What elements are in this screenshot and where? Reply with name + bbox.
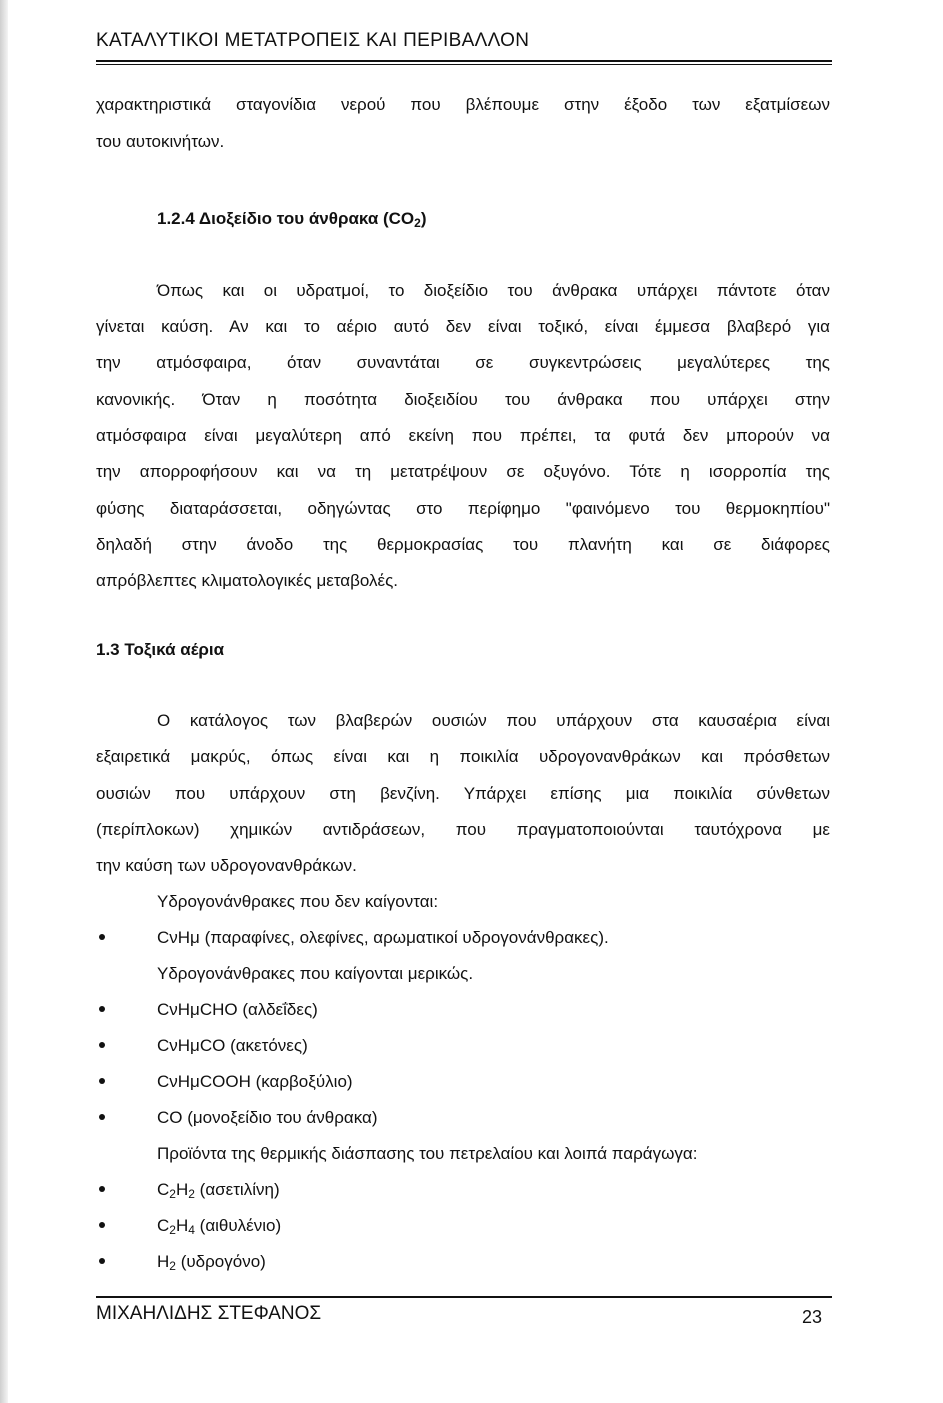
bullet-icon bbox=[99, 1114, 105, 1120]
list-item: CνHμCHO (αλδεΐδες) bbox=[157, 1000, 318, 1019]
header-rule-thin bbox=[96, 64, 832, 65]
list-item: $H_2$ (υδρογόνο) bbox=[157, 1252, 266, 1273]
paragraph-line: (περίπλοκων) χημικών αντιδράσεων, που πραγματοποιούνται ταυτόχρονα με bbox=[96, 820, 830, 839]
bullet-icon bbox=[99, 934, 105, 940]
list-item: CνHμCO (ακετόνες) bbox=[157, 1036, 308, 1055]
header-rule bbox=[96, 60, 832, 62]
paragraph-line: την απορροφήσουν και να τη μετατρέψουν σε οξυγόνο. Τότε η ισορροπία της bbox=[96, 462, 830, 481]
bullet-icon bbox=[99, 1042, 105, 1048]
scan-edge bbox=[0, 0, 8, 1403]
bullet-icon bbox=[99, 1186, 105, 1192]
list-label-partial: Υδρογονάνθρακες που καίγονται μερικώς. bbox=[157, 964, 474, 983]
page-number: 23 bbox=[802, 1307, 823, 1327]
list-label-unburned: Υδρογονάνθρακες που δεν καίγονται: bbox=[157, 892, 439, 911]
paragraph-line: απρόβλεπτες κλιματολογικές μεταβολές. bbox=[96, 571, 399, 590]
list-item: CO (μονοξείδιο του άνθρακα) bbox=[157, 1108, 378, 1127]
list-item: $C_2H_2$ (ασετιλίνη) bbox=[157, 1180, 280, 1201]
section-heading-co2: 1.2.4 Διοξείδιο του άνθρακα $(CO_2)$ bbox=[157, 209, 427, 230]
paragraph-line: την καύση των υδρογονανθράκων. bbox=[96, 856, 357, 875]
list-label-cracking: Προϊόντα της θερμικής διάσπασης του πετρελαίου και λοιπά παράγωγα: bbox=[157, 1144, 698, 1163]
paragraph-line: χαρακτηριστικά σταγονίδια νερού που βλέπουμε στην έξοδο των εξατμίσεων bbox=[96, 95, 830, 114]
paragraph-line: φύσης διαταράσσεται, οδηγώντας στο περίφημο "φαινόμενο του θερμοκηπίου" bbox=[96, 499, 830, 518]
footer-author: ΜΙΧΑΗΛΙΔΗΣ ΣΤΕΦΑΝΟΣ bbox=[96, 1303, 322, 1324]
list-item: CνHμ (παραφίνες, ολεφίνες, αρωματικοί υδρογονάνθρακες). bbox=[157, 928, 609, 947]
section-heading-toxic-gases: 1.3 Τοξικά αέρια bbox=[96, 640, 225, 659]
paragraph-line: την ατμόσφαιρα, όταν συναντάται σε συγκεντρώσεις μεγαλύτερες της bbox=[96, 353, 830, 372]
bullet-icon bbox=[99, 1258, 105, 1264]
list-item: CνHμCOOH (καρβοξύλιο) bbox=[157, 1072, 353, 1091]
paragraph-line: ατμόσφαιρα είναι μεγαλύτερη από εκείνη που πρέπει, τα φυτά δεν μπορούν να bbox=[96, 426, 830, 445]
paragraph-line: Ο κατάλογος των βλαβερών ουσιών που υπάρχουν στα καυσαέρια είναι bbox=[157, 711, 830, 730]
paragraph-line: εξαιρετικά μακρύς, όπως είναι και η ποικιλία υδρογονανθράκων και πρόσθετων bbox=[96, 747, 830, 766]
paragraph-line: του αυτοκινήτων. bbox=[96, 132, 225, 151]
paragraph-line: γίνεται καύση. Αν και το αέριο αυτό δεν είναι τοξικό, είναι έμμεσα βλαβερό για bbox=[96, 317, 830, 336]
paragraph-line: ουσιών που υπάρχουν στη βενζίνη. Υπάρχει επίσης μια ποικιλία σύνθετων bbox=[96, 784, 830, 803]
paragraph-line: δηλαδή στην άνοδο της θερμοκρασίας του πλανήτη και σε διάφορες bbox=[96, 535, 830, 554]
running-header: ΚΑΤΑΛΥΤΙΚΟΙ ΜΕΤΑΤΡΟΠΕΙΣ ΚΑΙ ΠΕΡΙΒΑΛΛΟΝ bbox=[96, 30, 530, 51]
footer-rule bbox=[96, 1296, 832, 1298]
bullet-icon bbox=[99, 1222, 105, 1228]
paragraph-line: κανονικής. Όταν η ποσότητα διοξειδίου του άνθρακα που υπάρχει στην bbox=[96, 390, 830, 409]
paragraph-line: Όπως και οι υδρατμοί, το διοξείδιο του άνθρακα υπάρχει πάντοτε όταν bbox=[157, 281, 830, 300]
bullet-icon bbox=[99, 1006, 105, 1012]
bullet-icon bbox=[99, 1078, 105, 1084]
list-item: $C_2H_4$ (αιθυλένιο) bbox=[157, 1216, 282, 1237]
